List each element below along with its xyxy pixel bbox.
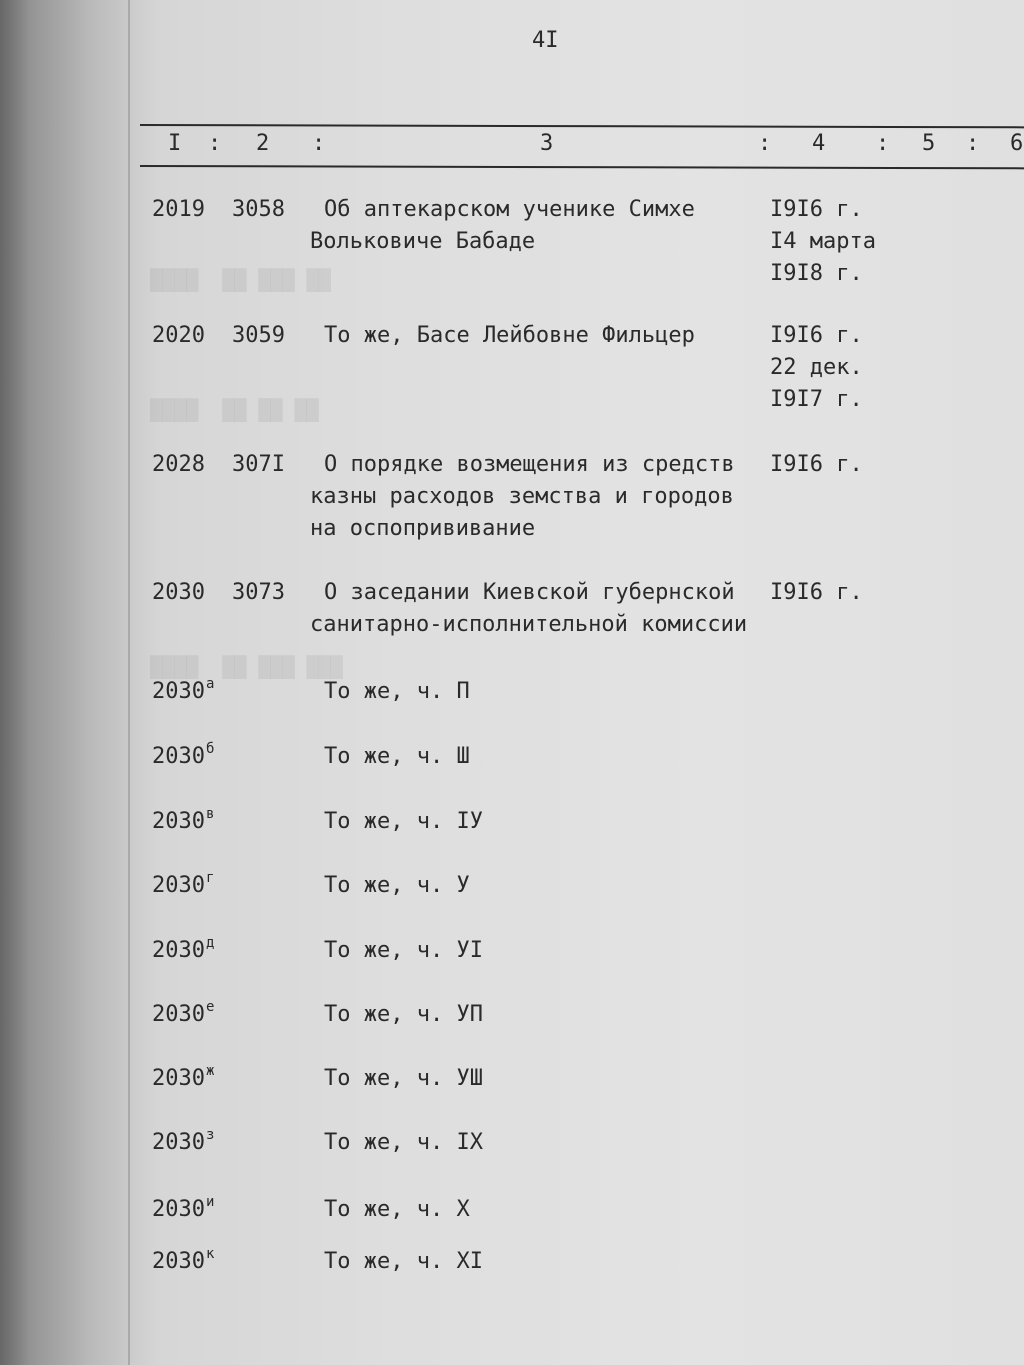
entry-number: [152, 577, 205, 609]
entry-date-line: I9I7 г.: [770, 387, 863, 412]
entry-number: [152, 999, 214, 1033]
entry-title-line: Об аптекарском ученике Симхе: [324, 197, 695, 222]
entry-number-letter: з: [205, 1127, 215, 1143]
bleed-through-mark: ████ ██ ███ ███: [150, 655, 343, 679]
entry-number-text: 2030: [152, 1002, 205, 1027]
entry-number-text: 2030: [152, 679, 205, 704]
entry-title-line: То же, ч. ХI: [324, 1249, 483, 1274]
entry-date-line: I9I8 г.: [770, 261, 863, 286]
bleed-through-mark: ████ ██ ██ ██: [150, 398, 319, 422]
entry-title-line: То же, ч. Х: [324, 1197, 470, 1222]
entry-number-letter: б: [205, 741, 215, 757]
entry-number-letter: г: [205, 870, 215, 886]
entry-date-line: I4 марта: [770, 229, 876, 254]
entry-title-line: То же, ч. Ш: [324, 744, 470, 769]
entry-number: [152, 449, 205, 481]
entry-number-letter: в: [205, 806, 215, 822]
entry-number: [152, 870, 214, 904]
old-number: 3058: [232, 197, 285, 222]
column-header: 3: [540, 131, 554, 156]
entry-date-line: I9I6 г.: [770, 452, 863, 477]
page-fold-line: [128, 0, 130, 1365]
entry-number: [152, 320, 205, 352]
entry-title-line: То же, ч. П: [324, 679, 470, 704]
entry-title-line: казны расходов земства и городов: [310, 484, 734, 509]
entry-title-line: санитарно-исполнительной комиссии: [310, 612, 748, 637]
table-header-top-rule: [140, 124, 1024, 128]
entry-title-line: То же, ч. У: [324, 873, 470, 898]
column-separator: :: [876, 131, 890, 156]
entry-title-line: О заседании Киевской губернской: [324, 580, 735, 605]
table-header-bottom-rule: [140, 165, 1024, 169]
old-number: 307I: [232, 452, 285, 477]
bleed-through-mark: ████ ██ ███ ██: [150, 268, 331, 292]
entry-number-text: 2030: [152, 809, 205, 834]
entry-date-line: 22 дек.: [770, 355, 863, 380]
column-separator: :: [758, 131, 772, 156]
entry-number: [152, 1127, 214, 1161]
entry-title-line: То же, ч. УП: [324, 1002, 483, 1027]
entry-number-letter: и: [205, 1194, 215, 1210]
entry-title-line: О порядке возмещения из средств: [324, 452, 735, 477]
entry-number-text: 2030: [152, 580, 205, 605]
entry-number: [152, 194, 205, 226]
column-header: 5: [922, 131, 936, 156]
entry-number: [152, 676, 214, 710]
entry-title-line: То же, Басе Лейбовне Фильцер: [324, 323, 695, 348]
entry-number: [152, 935, 214, 969]
column-header: 4: [812, 131, 826, 156]
entry-title-line: То же, ч. IХ: [324, 1130, 483, 1155]
entry-number-letter: к: [205, 1246, 215, 1262]
entry-title-line: на оспопрививание: [310, 516, 536, 541]
entry-number-text: 2028: [152, 452, 205, 477]
column-separator: :: [208, 131, 222, 156]
entry-number: [152, 806, 214, 840]
entry-title-line: Вольковиче Бабаде: [310, 229, 536, 254]
entry-number-letter: ж: [205, 1063, 215, 1079]
entry-number: [152, 1063, 214, 1097]
entry-title-line: То же, ч. IУ: [324, 809, 483, 834]
column-separator: :: [966, 131, 980, 156]
old-number: 3073: [232, 580, 285, 605]
entry-number-letter: е: [205, 999, 215, 1015]
entry-number-text: 2030: [152, 873, 205, 898]
entry-number: [152, 1194, 214, 1228]
page-number: 4I: [532, 28, 559, 53]
entry-title-line: То же, ч. УШ: [324, 1066, 483, 1091]
entry-number-text: 2030: [152, 1249, 205, 1274]
entry-number-text: 2030: [152, 938, 205, 963]
entry-number-text: 2030: [152, 1130, 205, 1155]
entry-number-text: 2030: [152, 744, 205, 769]
entry-number-text: 2030: [152, 1066, 205, 1091]
page-binding-shadow: [0, 0, 135, 1365]
entry-number: [152, 741, 214, 775]
entry-number-text: 2019: [152, 197, 205, 222]
column-header: 6: [1010, 131, 1024, 156]
entry-number-text: 2020: [152, 323, 205, 348]
entry-date-line: I9I6 г.: [770, 197, 863, 222]
old-number: 3059: [232, 323, 285, 348]
entry-number-text: 2030: [152, 1197, 205, 1222]
column-separator: :: [312, 131, 326, 156]
entry-date-line: I9I6 г.: [770, 580, 863, 605]
column-header: I: [168, 131, 182, 156]
entry-number-letter: а: [205, 676, 215, 692]
entry-number-letter: д: [205, 935, 215, 951]
entry-date-line: I9I6 г.: [770, 323, 863, 348]
entry-number: [152, 1246, 214, 1280]
entry-title-line: То же, ч. УI: [324, 938, 483, 963]
column-header: 2: [256, 131, 270, 156]
